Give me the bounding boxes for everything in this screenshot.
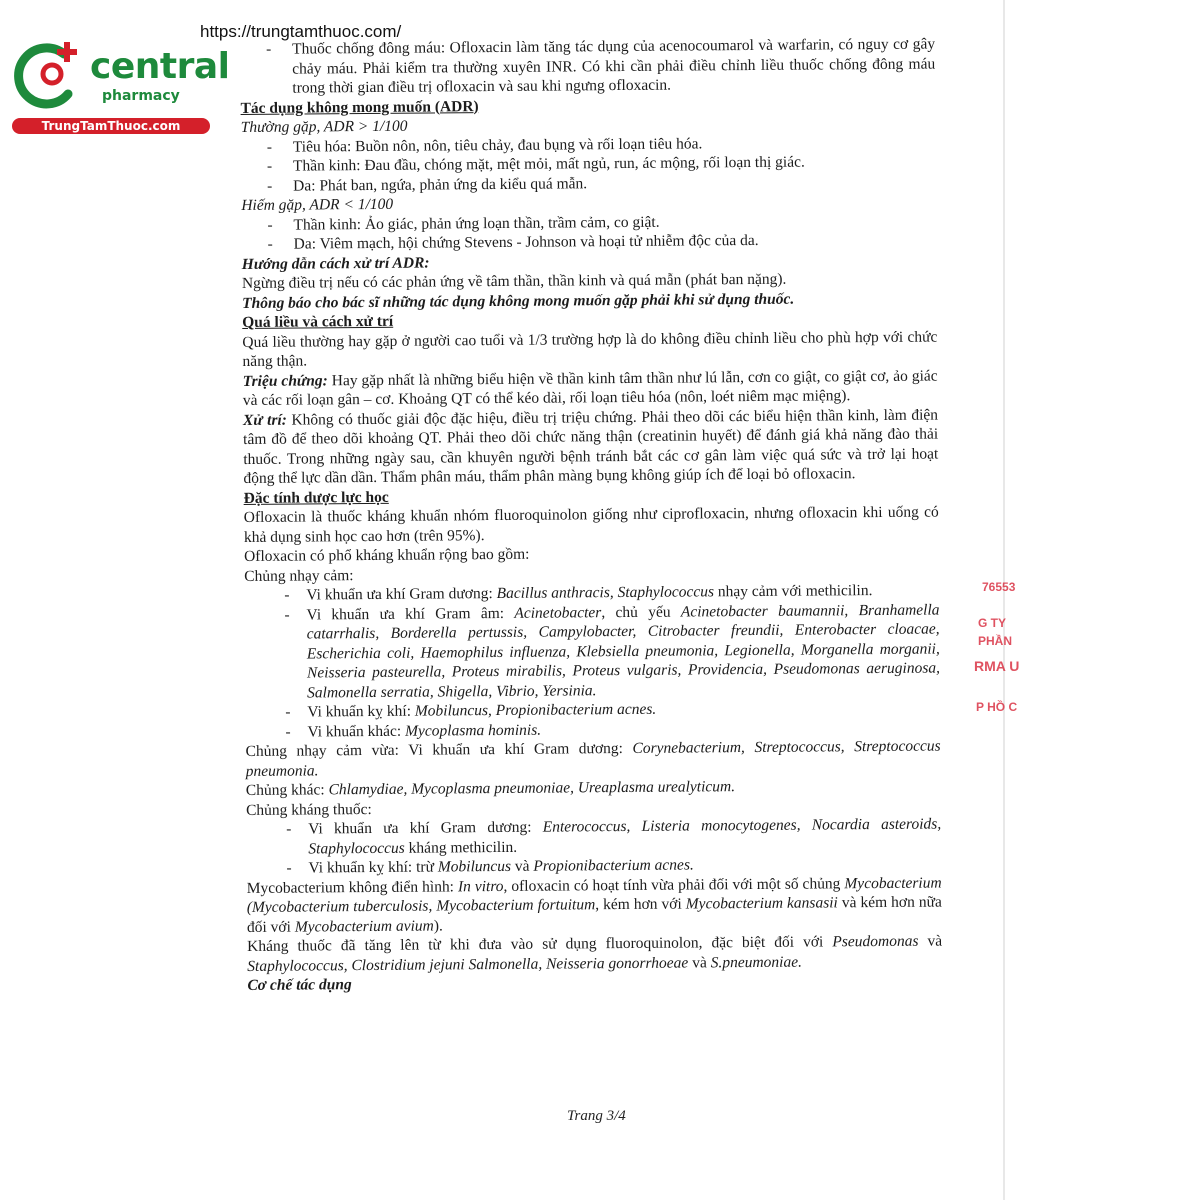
resistant-label: Chủng kháng thuốc: — [245, 800, 372, 819]
red-stamp: 76553 G TY PHẦN RMA U P HỒ C — [974, 580, 1020, 714]
adr-guide-heading: Hướng dẫn cách xử trí ADR: — [241, 254, 430, 273]
list-item: - Vi khuẩn khác: Mycoplasma hominis. — [245, 717, 940, 742]
adr-rare-item: - Da: Viêm mạch, hội chứng Stevens - Johnson và hoại tử nhiễm độc của da. — [242, 230, 937, 255]
list-item: - Vi khuẩn ưa khí Gram âm: Acinetobacter, chủ yếu Acinetobacter baumannii, Branhamella catarrhalis, Borderella pertussis, Campylobacter, Citrobacter freundii, Enterobacter cloacae, Escherichia coli, Haemophilus influenza, Klebsiella pneumonia, Legionella, Morganella morganii, Neisseria pasteurella, Proteus mirabilis, Proteus vulgaris, Providencia, Pseudomonas aeruginosa, Salmonella serratia, Shigella, Vibrio, Yersinia. — [244, 600, 940, 703]
list-item: - Vi khuẩn kỵ khí: Mobiluncus, Propionibacterium acnes. — [245, 698, 940, 723]
mechanism-heading: Cơ chế tác dụng — [247, 976, 352, 994]
document-body — [240, 35, 942, 996]
other-strains: Chủng khác: Chlamydiae, Mycoplasma pneumoniae, Ureaplasma urealyticum. — [245, 778, 736, 799]
list-item: - Vi khuẩn ưa khí Gram dương: Bacillus anthracis, Staphylococcus nhạy cảm với methicilin. — [244, 581, 939, 606]
central-pharmacy-logo — [12, 36, 230, 136]
overdose-heading: Quá liều và cách xử trí — [242, 312, 394, 331]
logo-sub: pharmacy — [102, 88, 180, 104]
adr-notice: Thông báo cho bác sĩ những tác dụng không mong muốn gặp phải khi sử dụng thuốc. — [241, 290, 795, 312]
adr-common-item: - Thần kinh: Đau đầu, chóng mặt, mệt mỏi, mất ngủ, run, ác mộng, rối loạn thị giác. — [241, 152, 936, 177]
logo-brand: central — [90, 46, 230, 87]
adr-rare-item: - Thần kinh: Ảo giác, phản ứng loạn thần, trầm cảm, co giật. — [241, 210, 936, 235]
adr-common-label: Thường gặp, ADR > 1/100 — [240, 117, 408, 136]
adr-heading: Tác dụng không mong muốn (ADR) — [240, 97, 479, 117]
sensitive-label: Chủng nhạy cảm: — [244, 566, 354, 585]
pharma-p1: Ofloxacin là thuốc kháng khuẩn nhóm fluoroquinolon giống như ciprofloxacin, nhưng ofloxacin khi uống có khả dụng sinh học cao hơn (trên 95%). — [243, 503, 939, 546]
pharma-p2: Ofloxacin có phổ kháng khuẩn rộng bao gồm: — [243, 545, 530, 565]
page-number: Trang 3/4 — [567, 1108, 626, 1124]
overdose-intro: Quá liều thường hay gặp ở người cao tuổi và 1/3 trường hợp là do không điều chỉnh liều cho phù hợp với chức năng thận. — [242, 328, 938, 370]
resistance-paragraph: Kháng thuốc đã tăng lên từ khi đưa vào sử dụng fluoroquinolon, đặc biệt đối với Pseudomonas và Staphylococcus, Clostridium jejuni Salmonella, Neisseria gonorrhoeae và S.pneumoniae. — [247, 932, 943, 975]
moderately-sensitive: Chủng nhạy cảm vừa: Vi khuẩn ưa khí Gram dương: Corynebacterium, Streptococcus, Streptococcus pneumonia. — [245, 737, 941, 780]
adr-guide-text: Ngừng điều trị nếu có các phản ứng về tâm thần, thần kinh và quá mẫn (phát ban nặng). — [241, 270, 787, 292]
adr-rare-label: Hiếm gặp, ADR < 1/100 — [241, 195, 394, 214]
source-url[interactable]: https://trungtamthuoc.com/ — [200, 22, 402, 41]
logo-banner: TrungTamThuoc.com — [12, 118, 210, 134]
anticoagulant-paragraph: - Thuốc chống đông máu: Ofloxacin làm tăng tác dụng của acenocoumarol và warfarin, có nguy cơ gây chảy máu. Phải kiểm tra thường xuyên INR. Có khi cần phải điều chỉnh liều thuốc chống đông máu trong thời gian điều trị ofloxacin và sau khi ngưng ofloxacin. — [240, 35, 935, 99]
adr-common-item: - Da: Phát ban, ngứa, phản ứng da kiểu quá mẫn. — [241, 171, 936, 196]
overdose-symptoms: Triệu chứng: Hay gặp nhất là những biểu hiện về thần kinh tâm thần như lú lẫn, cơn co giật, co giật cơ, ảo giác và các rối loạn gân – cơ. Khoảng QT có thể kéo dài, rối loạn tiêu hóa (nôn, loét niêm mạc miệng). — [242, 367, 938, 409]
logo-mark-icon — [12, 36, 92, 116]
list-item: - Vi khuẩn kỵ khí: trừ Mobiluncus và Propionibacterium acnes. — [246, 854, 941, 879]
overdose-treatment: Xử trí: Không có thuốc giải độc đặc hiệu, điều trị triệu chứng. Phải theo dõi các biểu hiện thần kinh, làm điện tâm đồ để theo dõi khoảng QT. Phải theo dõi chức năng thận (creatinin huyết) để đánh giá khả năng đào thải thuốc. Trong những ngày sau, cần khuyên người bệnh tránh bắt các cơ gân làm việc quá sức và trở lại hoạt động thể lực dần dần. Thẩm phân máu, thẩm phân màng bụng không giúp ích để loại bỏ ofloxacin. — [242, 406, 939, 487]
pharma-heading: Đặc tính dược lực học — [243, 488, 389, 507]
mycobacterium-paragraph: Mycobacterium không điển hình: In vitro, ofloxacin có hoạt tính vừa phải đối với một số chủng Mycobacterium (Mycobacterium tuberculosis, Mycobacterium fortuitum, kém hơn với Mycobacterium kansasii và kém hơn nữa đối với Mycobacterium avium). — [246, 874, 942, 936]
adr-common-item: - Tiêu hóa: Buồn nôn, nôn, tiêu chảy, đau bụng và rối loạn tiêu hóa. — [241, 132, 936, 157]
list-item: - Vi khuẩn ưa khí Gram dương: Enterococcus, Listeria monocytogenes, Nocardia asteroids, Staphylococcus kháng methicilin. — [246, 815, 941, 859]
